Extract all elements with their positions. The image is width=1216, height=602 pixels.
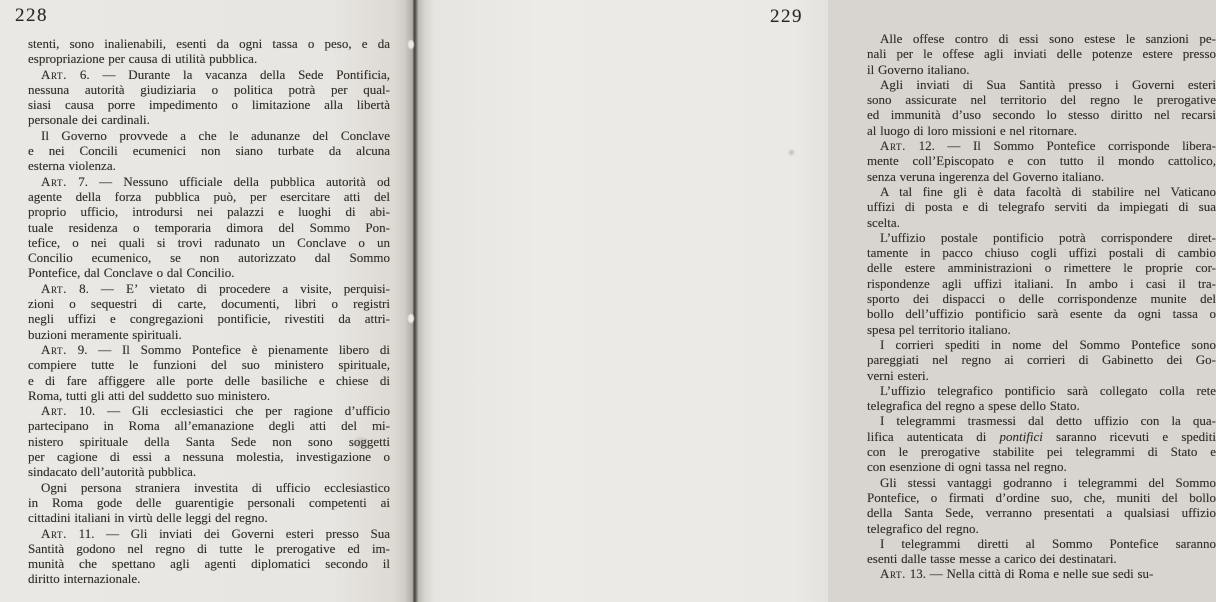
text-line: munità che spettano agli agenti diplomatici secondo il [28, 556, 390, 572]
text-line: nali per le offese agli inviati delle potenze estere presso [867, 46, 1216, 62]
text-line: Pontefice, dal Conclave o dal Concilio. [28, 265, 235, 281]
text-line: Ogni persona straniera investita di ufficio ecclesiastico [41, 479, 390, 495]
text-line: Il Governo provvede a che le adunanze del Conclave [41, 127, 390, 143]
text-line: delle estere amministrazioni o rimettere le proprie cor- [867, 260, 1216, 276]
paragraph [28, 36, 390, 67]
text-line: verni esteri. [867, 367, 929, 383]
paragraph [867, 138, 1216, 184]
text-line: stenti, sono inalienabili, esenti da ogni tassa o peso, e da [28, 36, 390, 51]
text-line: Alle offese contro di essi sono estese le sanzioni pe- [880, 31, 1216, 46]
text-line: sporto dei dispacci o delle corrispondenze munite del [867, 291, 1216, 307]
paragraph [867, 475, 1216, 536]
small-caps-text: Art. [880, 138, 906, 154]
text-line: senza veruna ingerenza del Governo italiano. [867, 168, 1105, 184]
paragraph [867, 383, 1216, 414]
text-line: siasi causa porre impedimento o limitazione alla libertà [28, 97, 390, 113]
text-line: e di fare affiggere alle porte delle basiliche e chiese di [28, 372, 390, 388]
text-line: Santità godono nel regno di tutte le prerogative ed im- [28, 540, 390, 556]
small-caps-text: Art. [41, 66, 67, 82]
text-line: tefice, o nei quali si trovi radunato un Conclave o un [28, 234, 390, 250]
text-line: tuale residenza o temporaria dimora del Sommo Pon- [28, 219, 390, 235]
text-line: I corrieri spediti in nome del Sommo Pontefice sono [880, 336, 1216, 352]
text-line: telegrafico del regno. [867, 520, 979, 536]
small-caps-text: Art. [41, 280, 67, 296]
page-right [414, 0, 1216, 602]
text-line: partecipano in Roma all’emanazione degli atti del mi- [28, 418, 390, 434]
text-line: I telegrammi trasmessi dal detto uffizio con la qua- [880, 413, 1216, 429]
text-line: espropriazione per causa di utilità pubblica. [28, 51, 258, 67]
paragraph [867, 31, 1216, 77]
small-caps-text: Art. [41, 173, 67, 189]
text-line: il Governo italiano. [867, 61, 970, 77]
text-line: zioni o sequestri di carte, documenti, libri o registri [28, 296, 390, 312]
text-line: Art. 12. — Il Sommo Pontefice corrisponde libera- [880, 138, 1216, 154]
text-line: spesa pel territorio italiano. [867, 321, 1011, 337]
text-line: rispondenze agli uffizi italiani. In ambo i casi il tra- [867, 275, 1216, 291]
text-line: buzioni meramente spirituali. [28, 326, 182, 342]
text-line: Gli stessi vantaggi godranno i telegrammi del Sommo [880, 474, 1216, 490]
small-caps-text: Art. [41, 341, 67, 357]
page-right-text-block [867, 31, 1216, 582]
text-line: compiere tutte le funzioni del suo ministero spirituale, [28, 357, 390, 373]
text-line: negli uffizi e congregazioni pontificie, rivestiti da attri- [28, 311, 390, 327]
paragraph [28, 480, 390, 526]
text-line: I telegrammi diretti al Sommo Pontefice saranno [880, 535, 1216, 551]
text-line: esterna violenza. [28, 158, 116, 174]
text-line: A tal fine gli è data facoltà di stabilire nel Vaticano [880, 183, 1216, 199]
paragraph [28, 403, 390, 479]
paragraph [867, 337, 1216, 383]
page-left [0, 0, 414, 602]
text-line: Art. 10. — Gli ecclesiastici che per ragione d’ufficio [41, 403, 390, 419]
paragraph [867, 77, 1216, 138]
paragraph [28, 526, 390, 587]
text-line: della Santa Sede, verranno presentati a qualsiasi uffizio [867, 505, 1216, 521]
paragraph [28, 67, 390, 128]
small-caps-text: Art. [41, 525, 67, 541]
text-line: Pontefice, o firmati d’ordine suo, che, muniti del bollo [867, 489, 1216, 505]
text-line: Art. 9. — Il Sommo Pontefice è pienamente libero di [41, 341, 390, 357]
text-line: uffizi di posta e di telegrafo serviti da impiegati di sua [867, 199, 1216, 215]
paragraph [867, 184, 1216, 230]
paragraph [867, 413, 1216, 474]
text-line: Art. 6. — Durante la vacanza della Sede Pontificia, [41, 66, 390, 82]
text-line: per cagione di essi a nessuna molestia, investigazione o [28, 449, 390, 465]
page-number-right: 229 [770, 6, 803, 27]
text-line: Concilio ecumenico, se non autorizzato dal Sommo [28, 250, 390, 266]
text-line: con le prerogative stabilite pei telegrammi di Stato e [867, 444, 1216, 460]
text-line: diritto internazionale. [28, 571, 141, 587]
paragraph [867, 230, 1216, 337]
paragraph [867, 566, 1216, 581]
text-line: L’uffizio postale pontificio potrà corrispondere diret- [880, 229, 1216, 245]
paragraph [28, 281, 390, 342]
text-line: tamente in pacco chiuso cogli uffizi postali di cambio [867, 245, 1216, 261]
paragraph [28, 128, 390, 174]
text-line: L’uffizio telegrafico pontificio sarà collegato colla rete [880, 382, 1216, 398]
paragraph [28, 174, 390, 281]
text-line: e nei Concili ecumenici non siano turbate da alcuna [28, 143, 390, 159]
text-line: sindacato dell’autorità pubblica. [28, 464, 197, 480]
text-line: in Roma gode delle guarentigie personali competenti ai [28, 494, 390, 510]
text-line: telegrafica del regno a spese dello Stato. [867, 398, 1080, 414]
paragraph [867, 536, 1216, 567]
text-line: agente della forza pubblica può, per esercitare atti del [28, 188, 390, 204]
text-line: lifica autenticata di pontifici saranno ricevuti e spediti [867, 428, 1216, 444]
text-line: Art. 13. — Nella città di Roma e nelle sue sedi su- [880, 566, 1154, 582]
text-line: esenti dalle tasse messe a carico dei destinatari. [867, 551, 1117, 567]
text-line: proprio ufficio, introdursi nei palazzi e luoghi di abi- [28, 204, 390, 220]
text-line: Art. 11. — Gli inviati dei Governi esteri presso Sua [41, 525, 390, 541]
text-line: personale dei cardinali. [28, 112, 150, 128]
text-line: Agli inviati di Sua Santità presso i Governi esteri [880, 76, 1216, 92]
text-line: Roma, tutti gli atti del suddetto suo ministero. [28, 387, 271, 403]
text-line: al luogo di loro missioni e nel ritornare. [867, 122, 1078, 138]
text-line: nistero spirituale della Santa Sede non sono soggetti [28, 433, 390, 449]
page-left-text-block [28, 36, 390, 587]
text-line: scelta. [867, 214, 900, 230]
text-line: con esenzione di ogni tassa nel regno. [867, 459, 1067, 475]
text-line: nessuna autorità giudiziaria o politica potrà per qual- [28, 81, 390, 97]
text-line: ed immunità d’uso secondo lo stesso diritto nel recarsi [867, 107, 1216, 123]
paragraph [28, 342, 390, 403]
text-line: sono assicurate nel territorio del regno le prerogative [867, 92, 1216, 108]
text-line: Art. 7. — Nessuno ufficiale della pubblica autorità od [41, 173, 390, 189]
text-line: mente coll’Episcopato e con tutto il mondo cattolico, [867, 153, 1216, 169]
small-caps-text: Art. [880, 566, 906, 582]
text-line: pareggiati nel regno ai corrieri di Gabinetto dei Go- [867, 352, 1216, 368]
text-line: cittadini italiani in virtù delle leggi del regno. [28, 510, 268, 526]
italic-text: pontifici [999, 428, 1043, 444]
small-caps-text: Art. [41, 403, 67, 419]
text-line: bollo dell’uffizio pontificio sarà esente da ogni tassa o [867, 306, 1216, 322]
text-line: Art. 8. — E’ vietato di procedere a visite, perquisi- [41, 280, 390, 296]
page-number-left: 228 [15, 5, 48, 26]
